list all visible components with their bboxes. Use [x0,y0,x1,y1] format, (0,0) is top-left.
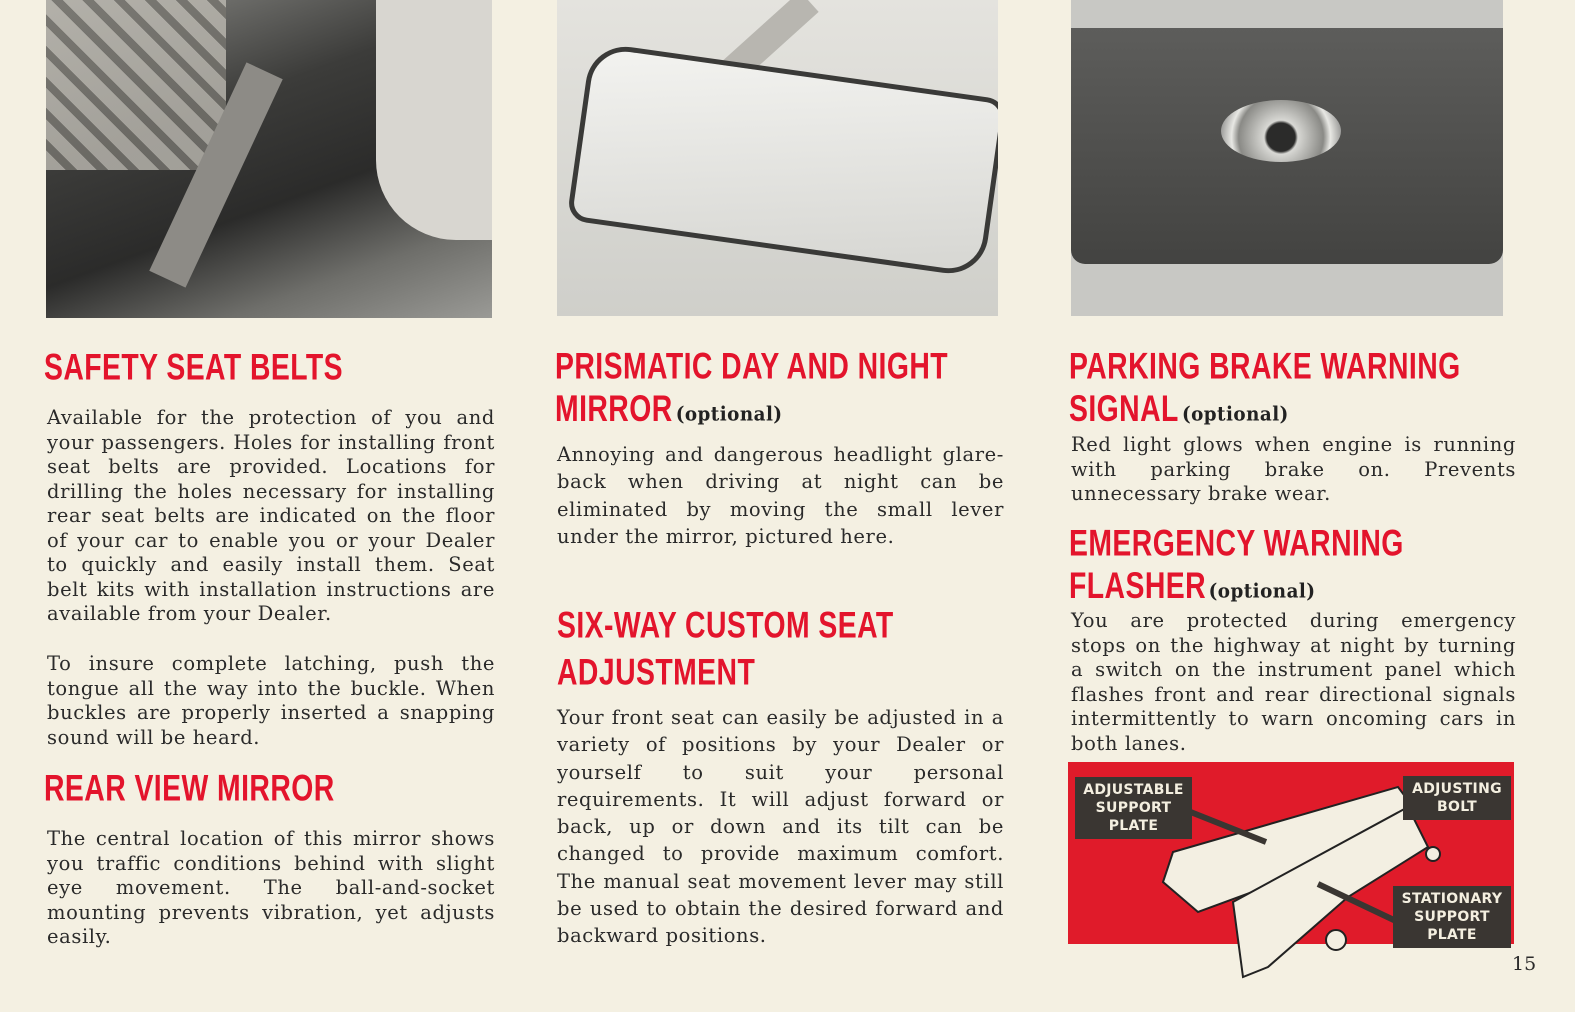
heading-safety-seat-belts: SAFETY SEAT BELTS [44,346,344,388]
label-stationary-support-plate: STATIONARY SUPPORT PLATE [1393,886,1511,948]
page-number: 15 [1512,953,1537,975]
parking-brake-paragraph: Red light glows when engine is running with parking brake on. Prevents unnecessary brake wear. [1071,433,1516,505]
heading-line: MIRROR [555,387,673,429]
heading-emergency-flasher [1069,522,1404,613]
heading-rear-view-mirror: REAR VIEW MIRROR [44,767,335,809]
seat-belt-photo [46,0,492,318]
emergency-flasher-paragraph: You are protected during emergency stops on the highway at night by turning a switch on the instrument panel which flashes front and rear directional signals intermittently to warn oncoming cars in both lanes. [1071,609,1516,755]
heading-line: SIX-WAY CUSTOM SEAT [557,604,894,646]
heading-line: PARKING BRAKE WARNING [1069,345,1461,387]
warning-light-photo [1071,0,1503,316]
optional-label: (optional) [675,403,783,426]
heading-line: ADJUSTMENT [557,651,756,693]
prismatic-mirror-paragraph: Annoying and dangerous headlight glare-back when driving at night can be eliminated by moving the small lever under the mirror, pictured here. [557,443,1004,548]
optional-label: (optional) [1181,403,1289,426]
heading-line: FLASHER [1069,564,1207,606]
heading-prismatic-mirror [555,345,948,436]
six-way-seat-paragraph: Your front seat can easily be adjusted in a variety of positions by your Dealer or yourself to suit your personal requirements. It will adjust forward or back, up or down and its tilt can be changed to provide maximum comfort. The manual seat movement lever may still be used to obtain the desired forward and backward positions. [557,706,1004,948]
mirror-photo [557,0,998,316]
heading-parking-brake [1069,345,1461,436]
heading-six-way-seat [557,604,894,694]
seat-belts-latching-paragraph: To insure complete latching, push the tongue all the way into the buckle. When buckles are properly inserted a snapping sound will be heard. [47,652,495,749]
optional-label: (optional) [1208,580,1316,603]
label-adjusting-bolt: ADJUSTING BOLT [1403,776,1511,820]
rear-view-mirror-paragraph: The central location of this mirror shows you traffic conditions behind with slight eye movement. The ball-and-socket mounting prevents vibration, yet adjusts easily. [47,827,495,948]
seat-belts-paragraph: Available for the protection of you and your passengers. Holes for installing front seat belts are provided. Locations for drilling the holes necessary for installing rear seat belts are indicated on the floor of your car to enable you or your Dealer to quickly and easily install them. Seat belt kits with installation instructions are available from your Dealer. [47,406,495,625]
heading-line: EMERGENCY WARNING [1069,522,1404,564]
heading-line: PRISMATIC DAY AND NIGHT [555,345,949,387]
heading-line: SIGNAL [1069,387,1179,429]
label-adjustable-support-plate: ADJUSTABLE SUPPORT PLATE [1075,777,1192,839]
